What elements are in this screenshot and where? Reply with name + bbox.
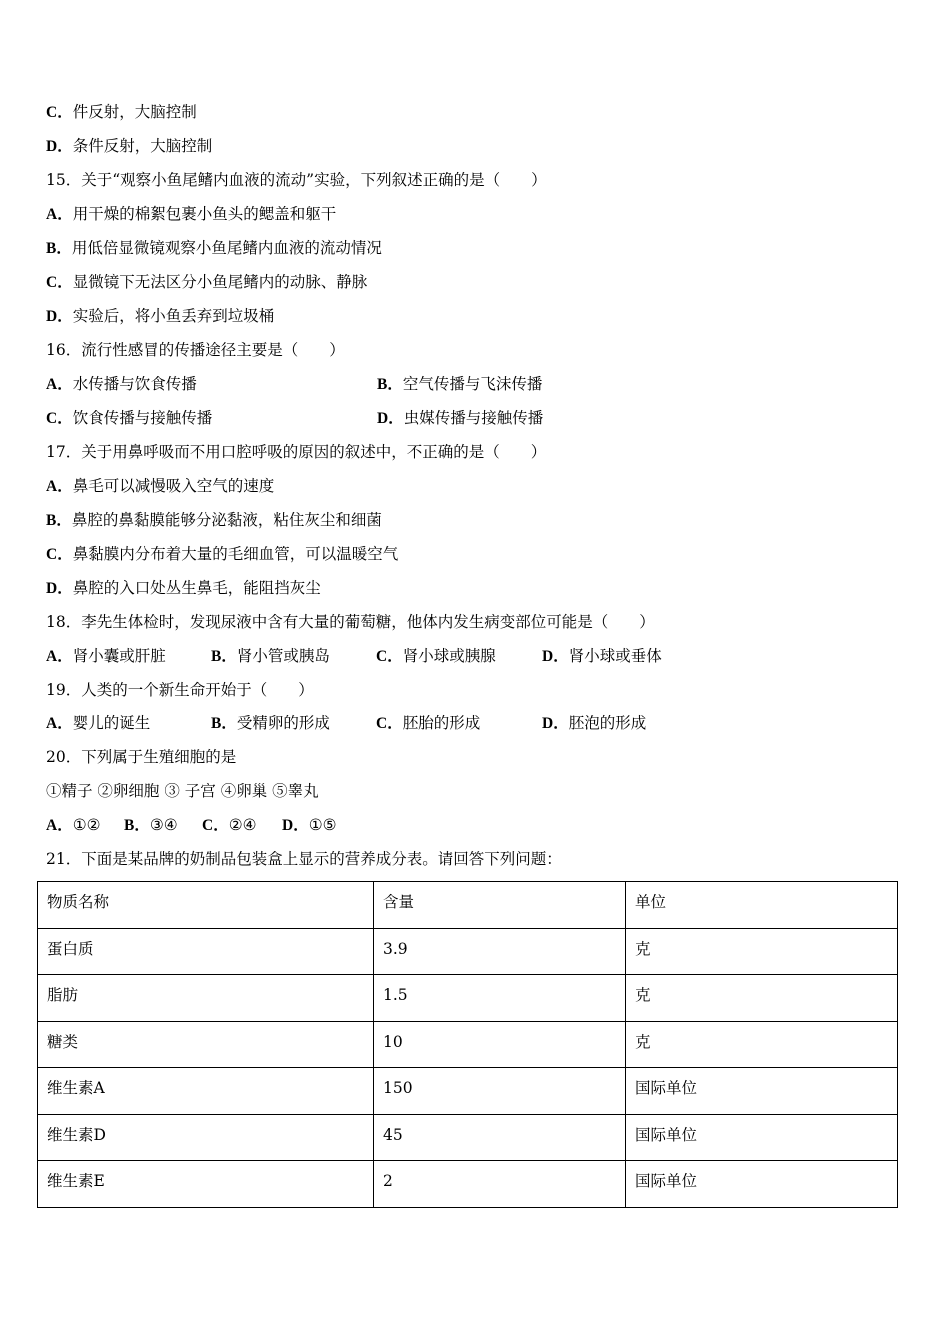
q18-option-d: [542, 646, 662, 667]
table-cell: 维生素D: [38, 1114, 374, 1161]
option-letter: C．: [46, 104, 73, 121]
q15-option-b: [46, 238, 382, 259]
option-text: 肾小球或胰腺: [402, 647, 496, 665]
table-cell: 2: [374, 1161, 626, 1208]
q16-option-d: [377, 408, 543, 429]
q15-option-c: [46, 272, 367, 293]
option-letter: C．: [46, 274, 73, 291]
q18-option-c: [376, 646, 542, 667]
q18-option-a: [46, 646, 211, 667]
option-text: 婴儿的诞生: [72, 714, 151, 732]
option-text: 鼻腔的入口处丛生鼻毛，能阻挡灰尘: [72, 579, 321, 597]
q20-option-c: [202, 815, 282, 836]
option-letter: B．: [46, 512, 72, 529]
table-cell: 10: [374, 1021, 626, 1068]
option-letter: B．: [377, 376, 403, 393]
table-header-cell: 含量: [374, 882, 626, 929]
table-cell: 国际单位: [626, 1161, 898, 1208]
table-cell: 150: [374, 1068, 626, 1115]
option-letter: C．: [46, 410, 73, 427]
option-letter: D．: [282, 817, 309, 834]
q19-stem: 19．人类的一个新生命开始于（ ）: [46, 681, 314, 699]
option-letter: D．: [377, 410, 404, 427]
q17-option-c: [46, 544, 398, 565]
option-letter: D．: [46, 308, 73, 325]
option-letter: C．: [376, 715, 403, 732]
table-header-cell: 单位: [626, 882, 898, 929]
option-text: 肾小球或垂体: [568, 647, 662, 665]
option-letter: A．: [46, 478, 73, 495]
q19-option-b: [211, 713, 376, 734]
table-row: [38, 928, 898, 975]
q20-option-b: [124, 815, 202, 836]
option-text: 鼻毛可以减慢吸入空气的速度: [72, 477, 275, 495]
table-cell: 糖类: [38, 1021, 374, 1068]
q18-stem: 18．李先生体检时，发现尿液中含有大量的葡萄糖，他体内发生病变部位可能是（ ）: [46, 613, 655, 631]
table-cell: 维生素E: [38, 1161, 374, 1208]
option-text: 空气传播与飞沫传播: [402, 375, 543, 393]
option-text: ③④: [149, 816, 178, 834]
option-letter: D．: [46, 138, 73, 155]
table-cell: 克: [626, 1021, 898, 1068]
option-text: 肾小囊或肝脏: [72, 647, 166, 665]
table-row: [38, 1161, 898, 1208]
option-letter: A．: [46, 715, 73, 732]
option-text: 显微镜下无法区分小鱼尾鳍内的动脉、静脉: [72, 273, 368, 291]
option-letter: D．: [46, 580, 73, 597]
option-letter: D．: [542, 648, 569, 665]
table-cell: 克: [626, 928, 898, 975]
option-letter: C．: [46, 546, 73, 563]
table-cell: 脂肪: [38, 975, 374, 1022]
option-letter: A．: [46, 376, 73, 393]
q19-option-d: [542, 713, 646, 734]
q16-option-b: [377, 374, 542, 395]
table-row: [38, 975, 898, 1022]
q18-options: [46, 646, 662, 667]
q15-stem: 15．关于“观察小鱼尾鳍内血液的流动”实验，下列叙述正确的是（ ）: [46, 171, 547, 189]
option-text: 胚泡的形成: [568, 714, 647, 732]
option-letter: B．: [46, 240, 72, 257]
q16-stem: 16．流行性感冒的传播途径主要是（ ）: [46, 341, 345, 359]
table-row: [38, 1114, 898, 1161]
option-letter: A．: [46, 817, 73, 834]
table-header-cell: 物质名称: [38, 882, 374, 929]
table-cell: 国际单位: [626, 1114, 898, 1161]
q16-option-a: [46, 374, 377, 395]
table-cell: 克: [626, 975, 898, 1022]
option-letter: B．: [211, 648, 237, 665]
option-text: 胚胎的形成: [402, 714, 481, 732]
option-text: ①⑤: [308, 816, 337, 834]
option-text: ②④: [228, 816, 257, 834]
option-letter: B．: [211, 715, 237, 732]
table-cell: 国际单位: [626, 1068, 898, 1115]
option-text: 鼻腔的鼻黏膜能够分泌黏液，粘住灰尘和细菌: [71, 511, 382, 529]
option-text: 鼻黏膜内分布着大量的毛细血管，可以温暖空气: [72, 545, 399, 563]
q17-option-d: [46, 578, 321, 599]
option-letter: C．: [376, 648, 403, 665]
q17-stem: 17．关于用鼻呼吸而不用口腔呼吸的原因的叙述中，不正确的是（ ）: [46, 443, 547, 461]
option-text: 肾小管或胰岛: [236, 647, 330, 665]
table-cell: 维生素A: [38, 1068, 374, 1115]
q16-options-row1: [46, 374, 542, 395]
q20-options: [46, 815, 337, 836]
q18-option-b: [211, 646, 376, 667]
option-text: 条件反射，大脑控制: [72, 137, 213, 155]
option-letter: D．: [542, 715, 569, 732]
option-text: 水传播与饮食传播: [72, 375, 197, 393]
q16-options-row2: [46, 408, 543, 429]
q17-option-b: [46, 510, 382, 531]
table-cell: 蛋白质: [38, 928, 374, 975]
option-text: 受精卵的形成: [236, 714, 330, 732]
option-letter: A．: [46, 206, 73, 223]
option-letter: A．: [46, 648, 73, 665]
nutrition-table: [37, 881, 898, 1208]
q15-option-d: [46, 306, 274, 327]
option-text: 件反射，大脑控制: [72, 103, 197, 121]
option-text: 实验后，将小鱼丢弃到垃圾桶: [72, 307, 275, 325]
option-text: 饮食传播与接触传播: [72, 409, 213, 427]
q16-option-c: [46, 408, 377, 429]
q19-option-a: [46, 713, 211, 734]
option-text: 用低倍显微镜观察小鱼尾鳍内血液的流动情况: [71, 239, 382, 257]
q17-option-a: [46, 476, 274, 497]
table-cell: 3.9: [374, 928, 626, 975]
option-text: 虫媒传播与接触传播: [403, 409, 544, 427]
q14-option-d: [46, 136, 212, 157]
option-letter: B．: [124, 817, 150, 834]
option-letter: C．: [202, 817, 229, 834]
q20-option-d: [282, 815, 337, 836]
q21-stem: 21．下面是某品牌的奶制品包装盒上显示的营养成分表。请回答下列问题：: [46, 850, 562, 868]
q19-option-c: [376, 713, 542, 734]
table-cell: 45: [374, 1114, 626, 1161]
q19-options: [46, 713, 646, 734]
table-row: [38, 1068, 898, 1115]
option-text: 用干燥的棉絮包裹小鱼头的鳃盖和躯干: [72, 205, 337, 223]
q20-items: ①精子 ②卵细胞 ③ 子宫 ④卵巢 ⑤睾丸: [46, 782, 319, 800]
table-cell: 1.5: [374, 975, 626, 1022]
q15-option-a: [46, 204, 336, 225]
option-text: ①②: [72, 816, 101, 834]
table-row: [38, 1021, 898, 1068]
q14-option-c: [46, 102, 197, 123]
table-header-row: [38, 882, 898, 929]
q20-option-a: [46, 815, 124, 836]
q20-stem: 20．下列属于生殖细胞的是: [46, 748, 237, 766]
